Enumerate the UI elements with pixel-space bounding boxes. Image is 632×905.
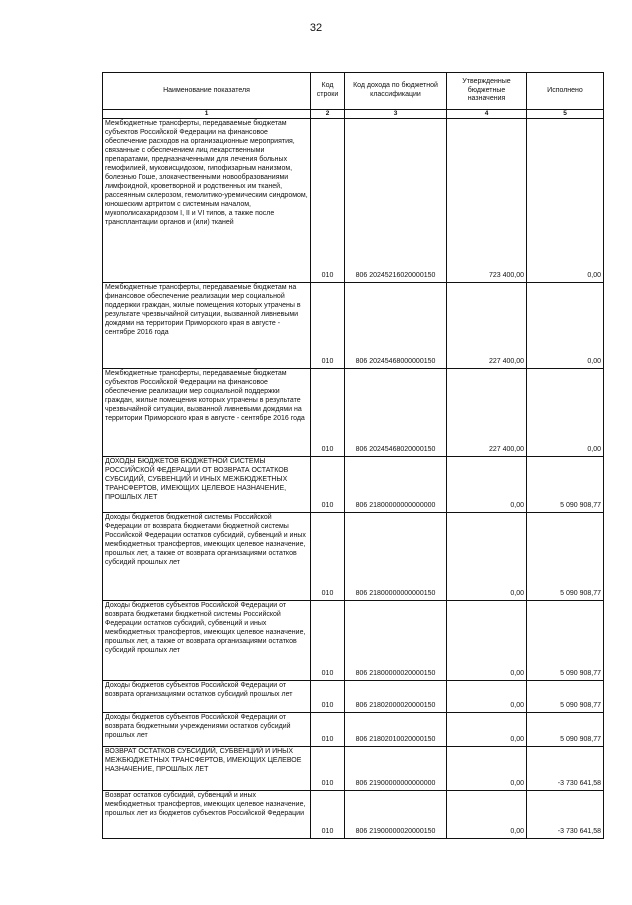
executed-amount: 5 090 908,77 [527, 681, 604, 713]
approved-amount: 0,00 [447, 713, 527, 747]
executed-amount: 5 090 908,77 [527, 601, 604, 681]
column-number: 3 [345, 110, 447, 119]
classification-code: 806 21800000020000150 [345, 601, 447, 681]
executed-amount: 0,00 [527, 283, 604, 369]
header-line-code: Код строки [311, 73, 345, 110]
column-number: 2 [311, 110, 345, 119]
header-executed: Исполнено [527, 73, 604, 110]
approved-amount: 227 400,00 [447, 369, 527, 457]
header-indicator-name: Наименование показателя [103, 73, 311, 110]
approved-amount: 0,00 [447, 601, 527, 681]
indicator-name: Доходы бюджетов бюджетной системы Российской Федерации от возврата бюджетами бюджетной системы Российской Федерации остатков субсидий, субвенций и иных межбюджетных трансфертов, имеющих целевое назначение, прошлых лет, а также от возврата организациями остатков субсидий прошлых лет [103, 513, 311, 601]
executed-amount: 5 090 908,77 [527, 713, 604, 747]
executed-amount: -3 730 641,58 [527, 791, 604, 839]
line-code: 010 [311, 713, 345, 747]
indicator-name: Межбюджетные трансферты, передаваемые бюджетам субъектов Российской Федерации на финансовое обеспечение реализации мер социальной поддержки граждан, жилые помещения которых утрачены в результате чрезвычайной ситуации, вызванной ливневыми дождями на территории Приморского края в августе - сентябре 2016 года [103, 369, 311, 457]
line-code: 010 [311, 747, 345, 791]
revenue-table [102, 72, 604, 839]
table-row [103, 601, 604, 681]
column-number: 1 [103, 110, 311, 119]
indicator-name: Межбюджетные трансферты, передаваемые бюджетам на финансовое обеспечение реализации мер социальной поддержки граждан, жилые помещения которых утрачены в результате чрезвычайной ситуации, вызванной ливневыми дождями на территории Приморского края в августе - сентябре 2016 года [103, 283, 311, 369]
table-row [103, 119, 604, 283]
indicator-name: ДОХОДЫ БЮДЖЕТОВ БЮДЖЕТНОЙ СИСТЕМЫ РОССИЙСКОЙ ФЕДЕРАЦИИ ОТ ВОЗВРАТА ОСТАТКОВ СУБСИДИЙ, СУБВЕНЦИЙ И ИНЫХ МЕЖБЮДЖЕТНЫХ ТРАНСФЕРТОВ, ИМЕЮЩИХ ЦЕЛЕВОЕ НАЗНАЧЕНИЕ, ПРОШЛЫХ ЛЕТ [103, 457, 311, 513]
table-row [103, 283, 604, 369]
executed-amount: -3 730 641,58 [527, 747, 604, 791]
table-row [103, 513, 604, 601]
line-code: 010 [311, 119, 345, 283]
approved-amount: 0,00 [447, 791, 527, 839]
table-row [103, 369, 604, 457]
indicator-name: Доходы бюджетов субъектов Российской Федерации от возврата бюджетами бюджетной системы Российской Федерации остатков субсидий, субвенций и иных межбюджетных трансфертов, имеющих целевое назначение, прошлых лет, а также от возврата организациями остатков субсидий прошлых лет [103, 601, 311, 681]
approved-amount: 0,00 [447, 681, 527, 713]
table-row [103, 713, 604, 747]
column-number: 5 [527, 110, 604, 119]
executed-amount: 5 090 908,77 [527, 513, 604, 601]
line-code: 010 [311, 513, 345, 601]
table-header-row [103, 73, 604, 110]
header-classification-code: Код дохода по бюджетной классификации [345, 73, 447, 110]
table-row [103, 791, 604, 839]
approved-amount: 0,00 [447, 513, 527, 601]
column-number-row [103, 110, 604, 119]
table-row [103, 457, 604, 513]
classification-code: 806 20245468020000150 [345, 369, 447, 457]
classification-code: 806 20245216020000150 [345, 119, 447, 283]
table-row [103, 681, 604, 713]
executed-amount: 0,00 [527, 369, 604, 457]
classification-code: 806 20245468000000150 [345, 283, 447, 369]
page-number: 32 [309, 22, 323, 34]
indicator-name: Возврат остатков субсидий, субвенций и иных межбюджетных трансфертов, имеющих целевое назначение, прошлых лет из бюджетов субъектов Российской Федерации [103, 791, 311, 839]
line-code: 010 [311, 601, 345, 681]
indicator-name: Доходы бюджетов субъектов Российской Федерации от возврата организациями остатков субсидий прошлых лет [103, 681, 311, 713]
table-row [103, 747, 604, 791]
line-code: 010 [311, 457, 345, 513]
line-code: 010 [311, 369, 345, 457]
line-code: 010 [311, 283, 345, 369]
classification-code: 806 21800000000000000 [345, 457, 447, 513]
indicator-name: Межбюджетные трансферты, передаваемые бюджетам субъектов Российской Федерации на финансовое обеспечение расходов на организационные мероприятия, связанные с обеспечением лиц лекарственными препаратами, предназначенными для лечения больных гемофилией, муковисцидозом, гипофизарным нанизмом, болезнью Гоше, злокачественными новообразованиями лимфоидной, кроветворной и родственных им тканей, рассеянным склерозом, гемолитико-уремическим синдромом, юношеским артритом с системным началом, мукополисахаридозом I, II и VI типов, а также после трансплантации органов и (или) тканей [103, 119, 311, 283]
classification-code: 806 21802010020000150 [345, 713, 447, 747]
indicator-name: Доходы бюджетов субъектов Российской Федерации от возврата бюджетными учреждениями остатков субсидий прошлых лет [103, 713, 311, 747]
line-code: 010 [311, 791, 345, 839]
executed-amount: 5 090 908,77 [527, 457, 604, 513]
classification-code: 806 21802000020000150 [345, 681, 447, 713]
line-code: 010 [311, 681, 345, 713]
approved-amount: 0,00 [447, 457, 527, 513]
classification-code: 806 21800000000000150 [345, 513, 447, 601]
approved-amount: 723 400,00 [447, 119, 527, 283]
column-number: 4 [447, 110, 527, 119]
indicator-name: ВОЗВРАТ ОСТАТКОВ СУБСИДИЙ, СУБВЕНЦИЙ И ИНЫХ МЕЖБЮДЖЕТНЫХ ТРАНСФЕРТОВ, ИМЕЮЩИХ ЦЕЛЕВОЕ НАЗНАЧЕНИЕ, ПРОШЛЫХ ЛЕТ [103, 747, 311, 791]
executed-amount: 0,00 [527, 119, 604, 283]
header-approved: Утвержденные бюджетные назначения [447, 73, 527, 110]
approved-amount: 227 400,00 [447, 283, 527, 369]
approved-amount: 0,00 [447, 747, 527, 791]
classification-code: 806 21900000020000150 [345, 791, 447, 839]
classification-code: 806 21900000000000000 [345, 747, 447, 791]
